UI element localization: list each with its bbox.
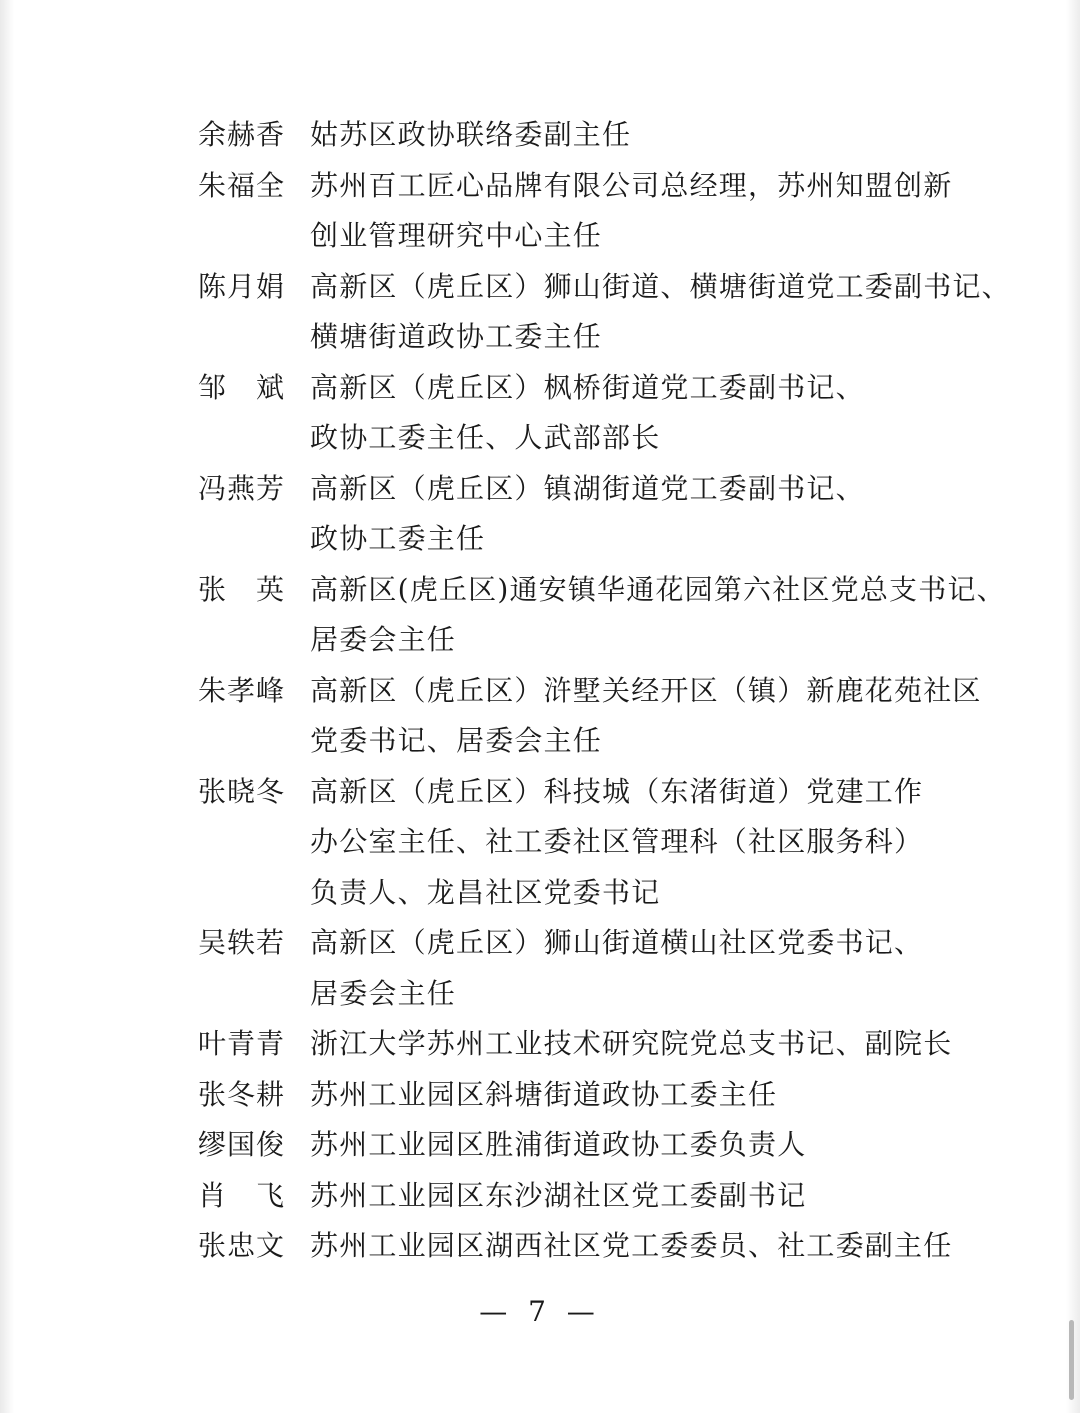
member-name: 叶青青 (198, 1027, 286, 1060)
member-entry (198, 1019, 958, 1070)
member-position (310, 666, 982, 767)
member-position (310, 918, 958, 1019)
member-position (310, 262, 1011, 363)
position-line: 苏州百工匠心品牌有限公司总经理，苏州知盟创新 (310, 168, 953, 202)
member-entry (198, 161, 958, 262)
position-line: 高新区（虎丘区）浒墅关经开区（镇）新鹿花苑社区 (310, 673, 982, 707)
member-name: 张晓冬 (198, 774, 286, 808)
position-line: 苏州工业园区湖西社区党工委委员、社工委副主任 (310, 1229, 953, 1262)
member-entry (198, 1221, 958, 1272)
position-line: 苏州工业园区斜塘街道政协工委主任 (310, 1077, 778, 1111)
member-position (310, 1221, 958, 1272)
position-line: 苏州工业园区胜浦街道政协工委负责人 (310, 1128, 807, 1161)
page-number: — 7 — (479, 1295, 601, 1328)
position-line: 浙江大学苏州工业技术研究院党总支书记、副院长 (310, 1027, 953, 1060)
position-line: 高新区(虎丘区)通安镇华通花园第六社区党总支书记、 (310, 572, 1006, 606)
position-line: 政协工委主任、人武部部长 (310, 421, 661, 454)
member-name: 吴轶若 (198, 926, 286, 959)
page-edge-right (1066, 0, 1080, 1413)
member-position (310, 1171, 958, 1222)
position-line: 高新区（虎丘区）狮山街道、横塘街道党工委副书记、 (310, 269, 1011, 303)
member-entry (198, 110, 958, 161)
position-line: 办公室主任、社工委社区管理科（社区服务科） (310, 825, 924, 858)
member-entry (198, 1171, 958, 1222)
position-line: 高新区（虎丘区）枫桥街道党工委副书记、 (310, 370, 865, 404)
position-line: 党委书记、居委会主任 (310, 724, 603, 757)
member-entry (198, 464, 958, 565)
position-line: 高新区（虎丘区）科技城（东渚街道）党建工作 (310, 774, 924, 808)
member-entry (198, 1070, 958, 1121)
position-line: 姑苏区政协联络委副主任 (310, 118, 632, 151)
member-name: 缪国俊 (198, 1128, 286, 1161)
member-name: 余赫香 (198, 118, 286, 151)
member-name: 朱孝峰 (198, 673, 286, 707)
member-position (310, 464, 958, 565)
member-name: 朱福全 (198, 168, 286, 202)
member-name: 陈月娟 (198, 269, 286, 303)
member-list (198, 110, 1011, 1272)
position-line: 居委会主任 (310, 976, 457, 1010)
member-entry (198, 262, 1011, 363)
scrollbar-thumb[interactable] (1069, 1320, 1074, 1400)
member-name: 邹 斌 (198, 370, 286, 404)
position-line: 横塘街道政协工委主任 (310, 320, 603, 353)
page-edge-left (0, 0, 14, 1413)
member-position (310, 1070, 958, 1121)
member-entry (198, 363, 958, 464)
member-position (310, 363, 958, 464)
position-line: 政协工委主任 (310, 522, 486, 555)
member-position (310, 110, 958, 161)
member-entry (198, 918, 958, 1019)
member-position (310, 565, 1006, 666)
member-entry (198, 565, 1006, 666)
position-line: 高新区（虎丘区）镇湖街道党工委副书记、 (310, 471, 865, 505)
member-name: 张冬耕 (198, 1077, 286, 1111)
position-line: 创业管理研究中心主任 (310, 219, 603, 252)
member-name: 冯燕芳 (198, 471, 286, 505)
position-line: 居委会主任 (310, 623, 457, 656)
member-position (310, 767, 958, 919)
position-line: 苏州工业园区东沙湖社区党工委副书记 (310, 1178, 807, 1212)
member-position (310, 1019, 958, 1070)
member-position (310, 161, 958, 262)
member-name: 肖 飞 (198, 1178, 286, 1212)
position-line: 负责人、龙昌社区党委书记 (310, 875, 661, 909)
member-name: 张忠文 (198, 1229, 286, 1262)
member-position (310, 1120, 958, 1171)
member-entry (198, 767, 958, 919)
member-entry (198, 666, 982, 767)
member-entry (198, 1120, 958, 1171)
position-line: 高新区（虎丘区）狮山街道横山社区党委书记、 (310, 926, 924, 959)
member-name: 张 英 (198, 572, 286, 606)
